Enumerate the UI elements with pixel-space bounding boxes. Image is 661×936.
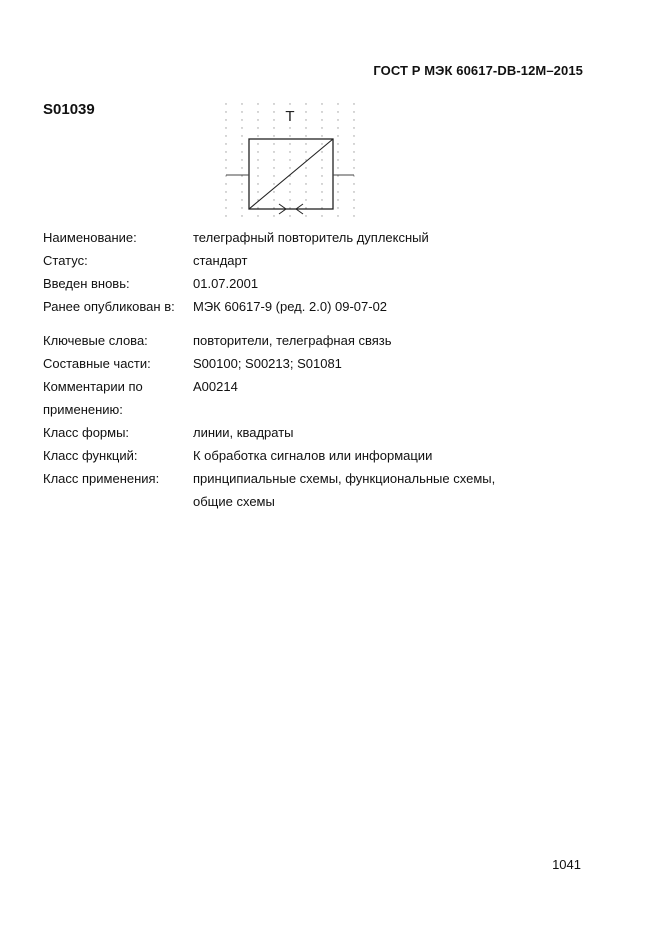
grid-dot	[257, 135, 258, 136]
grid-dot	[337, 207, 338, 208]
prop-function-class	[43, 444, 563, 467]
grid-dot	[273, 199, 274, 200]
grid-dot	[257, 159, 258, 160]
prop-value	[193, 467, 563, 513]
grid-dot	[321, 167, 322, 168]
grid-dot	[273, 111, 274, 112]
prop-label: Класс формы:	[43, 425, 130, 440]
grid-dot	[353, 135, 354, 136]
grid-dot	[273, 143, 274, 144]
grid-dot	[289, 215, 290, 216]
symbol-letter: T	[285, 108, 295, 125]
prop-application-class	[43, 467, 563, 513]
grid-dot	[353, 199, 354, 200]
prop-form-class	[43, 421, 563, 444]
grid-dot	[353, 143, 354, 144]
grid-dot	[337, 159, 338, 160]
prop-value: К обработка сигналов или информации	[193, 448, 433, 463]
grid-dot	[241, 199, 242, 200]
grid-dot	[337, 151, 338, 152]
grid-dot	[241, 215, 242, 216]
grid-dot	[337, 119, 338, 120]
grid-dot	[305, 215, 306, 216]
grid-dot	[305, 175, 306, 176]
grid-dot	[337, 111, 338, 112]
grid-dot	[225, 143, 226, 144]
grid-dot	[257, 167, 258, 168]
grid-dot	[321, 175, 322, 176]
grid-dot	[305, 103, 306, 104]
grid-dot	[353, 159, 354, 160]
grid-dot	[289, 191, 290, 192]
grid-dot	[353, 183, 354, 184]
grid-dot	[305, 135, 306, 136]
grid-dot	[353, 175, 354, 176]
grid-dot	[337, 183, 338, 184]
grid-dot	[289, 127, 290, 128]
grid-dot	[337, 143, 338, 144]
grid-dot	[225, 207, 226, 208]
grid-dot	[305, 199, 306, 200]
grid-dot	[241, 175, 242, 176]
prop-label: Класс применения:	[43, 471, 160, 486]
prop-value-line1: принципиальные схемы, функциональные схемы,	[193, 471, 496, 486]
grid-dot	[241, 151, 242, 152]
prop-value-line2: общие схемы	[193, 494, 275, 509]
grid-dot	[273, 135, 274, 136]
grid-dot	[273, 191, 274, 192]
grid-dot	[305, 183, 306, 184]
grid-dot	[321, 127, 322, 128]
grid-dot	[241, 183, 242, 184]
prop-status	[43, 249, 563, 272]
grid-dot	[289, 167, 290, 168]
grid-dot	[225, 199, 226, 200]
grid-dot	[321, 103, 322, 104]
grid-dot	[257, 103, 258, 104]
grid-dot	[273, 215, 274, 216]
document-header: ГОСТ Р МЭК 60617-DB-12M–2015	[373, 63, 583, 78]
grid-dot	[241, 167, 242, 168]
grid-dot	[225, 151, 226, 152]
prop-comments	[43, 375, 563, 421]
grid-dot	[305, 143, 306, 144]
grid-dot	[273, 119, 274, 120]
grid-dot	[241, 119, 242, 120]
grid-dot	[241, 207, 242, 208]
grid-dot	[273, 167, 274, 168]
prop-parts	[43, 352, 563, 375]
grid-dot	[225, 159, 226, 160]
grid-dot	[305, 111, 306, 112]
telegraph-duplex-repeater-symbol-icon	[222, 100, 358, 224]
grid-dot	[321, 135, 322, 136]
prop-label	[43, 375, 193, 421]
grid-dot	[289, 143, 290, 144]
grid-dot	[289, 151, 290, 152]
prop-label: Статус:	[43, 253, 88, 268]
grid-dot	[273, 159, 274, 160]
grid-dot	[353, 127, 354, 128]
grid-dot	[257, 215, 258, 216]
grid-dot	[273, 127, 274, 128]
prop-value: МЭК 60617-9 (ред. 2.0) 09-07-02	[193, 299, 388, 314]
grid-dot	[257, 183, 258, 184]
grid-dot	[321, 191, 322, 192]
prop-name	[43, 226, 563, 249]
grid-dot	[353, 103, 354, 104]
grid-dot	[273, 175, 274, 176]
grid-dot	[273, 103, 274, 104]
prop-value: стандарт	[193, 253, 248, 268]
prop-introduced	[43, 272, 563, 295]
grid-dot	[273, 183, 274, 184]
grid-dot	[321, 183, 322, 184]
grid-dot	[225, 191, 226, 192]
section-gap	[43, 318, 563, 329]
grid-dot	[257, 143, 258, 144]
grid-dot	[257, 111, 258, 112]
grid-dot	[225, 167, 226, 168]
prop-published	[43, 295, 563, 318]
grid-dot	[289, 183, 290, 184]
grid-dot	[337, 191, 338, 192]
prop-value: линии, квадраты	[193, 425, 294, 440]
grid-dot	[353, 207, 354, 208]
grid-dot	[337, 103, 338, 104]
prop-label-line2: применению:	[43, 402, 123, 417]
prop-label: Составные части:	[43, 356, 151, 371]
grid-dot	[337, 135, 338, 136]
grid-dot	[305, 151, 306, 152]
prop-label: Ключевые слова:	[43, 333, 148, 348]
grid-dot	[241, 127, 242, 128]
grid-dot	[321, 215, 322, 216]
prop-label-line1: Комментарии по	[43, 379, 143, 394]
grid-dot	[305, 119, 306, 120]
grid-dot	[225, 215, 226, 216]
grid-dot	[289, 103, 290, 104]
grid-dot	[257, 119, 258, 120]
prop-value: повторители, телеграфная связь	[193, 333, 392, 348]
prop-label: Ранее опубликован в:	[43, 299, 175, 314]
grid-dot	[225, 119, 226, 120]
prop-value: телеграфный повторитель дуплексный	[193, 230, 429, 245]
prop-label: Введен вновь:	[43, 276, 130, 291]
grid-dot	[257, 191, 258, 192]
grid-dot	[225, 135, 226, 136]
grid-dot	[353, 167, 354, 168]
prop-value: A00214	[193, 379, 238, 394]
symbol-diagonal	[249, 139, 333, 209]
grid-dot	[225, 127, 226, 128]
prop-value: 01.07.2001	[193, 276, 259, 291]
grid-dot	[305, 167, 306, 168]
grid-dot	[257, 127, 258, 128]
grid-dot	[225, 111, 226, 112]
grid-dot	[241, 135, 242, 136]
grid-dot	[337, 167, 338, 168]
grid-dot	[321, 119, 322, 120]
grid-dot	[241, 111, 242, 112]
grid-dot	[305, 191, 306, 192]
grid-dot	[289, 159, 290, 160]
grid-dot	[241, 191, 242, 192]
grid-dot	[241, 159, 242, 160]
grid-dot	[321, 143, 322, 144]
prop-keywords	[43, 329, 563, 352]
grid-dot	[321, 199, 322, 200]
grid-dot	[289, 135, 290, 136]
grid-dot	[273, 151, 274, 152]
grid-dot	[257, 175, 258, 176]
grid-dot	[241, 143, 242, 144]
grid-dot	[353, 215, 354, 216]
grid-dot	[337, 199, 338, 200]
grid-dot	[225, 183, 226, 184]
prop-label: Класс функций:	[43, 448, 138, 463]
prop-label: Наименование:	[43, 230, 137, 245]
grid-dot	[321, 111, 322, 112]
grid-dot	[353, 191, 354, 192]
grid-dot	[353, 119, 354, 120]
grid-dot	[289, 199, 290, 200]
grid-dot	[353, 111, 354, 112]
grid-dot	[225, 103, 226, 104]
grid-dot	[353, 151, 354, 152]
prop-value: S00100; S00213; S01081	[193, 356, 342, 371]
grid-dot	[321, 159, 322, 160]
symbol-code: S01039	[43, 101, 95, 118]
grid-dot	[337, 215, 338, 216]
page-number: 1041	[552, 857, 581, 872]
grid-dot	[305, 127, 306, 128]
grid-dot	[337, 127, 338, 128]
grid-dot	[321, 151, 322, 152]
grid-dot	[257, 151, 258, 152]
properties-table	[43, 226, 563, 513]
grid-dot	[337, 175, 338, 176]
grid-dot	[241, 103, 242, 104]
grid-dot	[225, 175, 226, 176]
